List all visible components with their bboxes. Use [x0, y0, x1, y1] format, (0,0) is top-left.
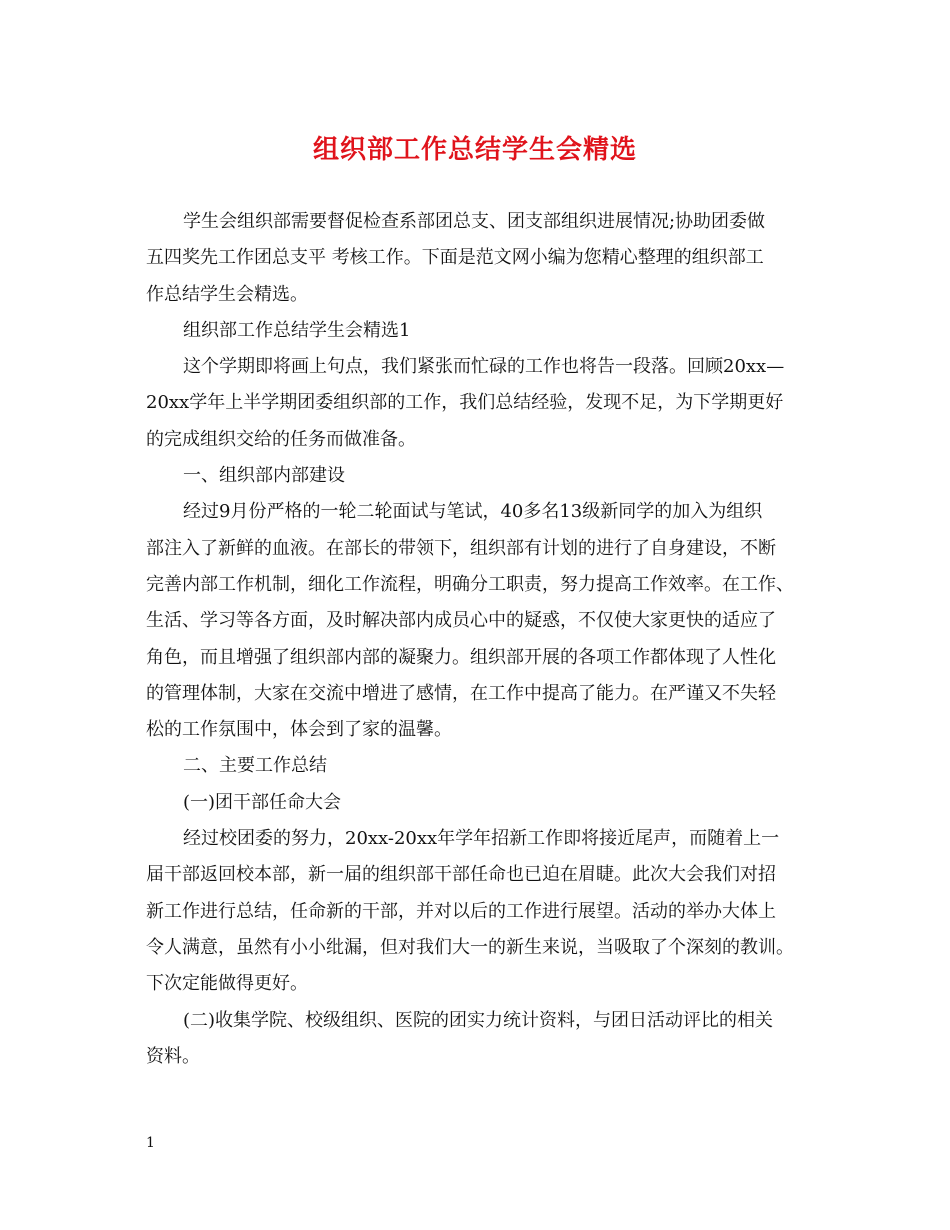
paragraph-line: 五四奖先工作团总支平 考核工作。下面是范文网小编为您精心整理的组织部工 — [146, 247, 764, 269]
paragraph-line: 完善内部工作机制，细化工作流程，明确分工职责，努力提高工作效率。在工作、 — [146, 573, 794, 595]
paragraph-line: 学生会组织部需要督促检查系部团总支、团支部组织进展情况;协助团委做 — [183, 211, 766, 232]
paragraph-line: 20xx学年上半学期团委组织部的工作，我们总结经验，发现不足，为下学期更好 — [146, 392, 784, 414]
paragraph-line: 新工作进行总结，任命新的干部，并对以后的工作进行展望。活动的举办大体上 — [146, 900, 776, 922]
paragraph-line: 生活、学习等各方面，及时解决部内成员心中的疑惑，不仅使大家更快的适应了 — [146, 610, 776, 632]
section-heading: 组织部工作总结学生会精选1 — [183, 319, 411, 341]
document-body — [146, 204, 806, 1075]
paragraph-line: 下次定能做得更好。 — [146, 973, 308, 995]
paragraph-line: 经过校团委的努力，20xx-20xx年学年招新工作即将接近尾声，而随着上一 — [183, 828, 780, 850]
section-heading: 一、组织部内部建设 — [183, 465, 345, 487]
section-heading: 二、主要工作总结 — [183, 755, 327, 777]
paragraph-line: 令人满意，虽然有小小纰漏，但对我们大一的新生来说，当吸取了个深刻的教训。 — [146, 936, 794, 958]
paragraph-line: 经过9月份严格的一轮二轮面试与笔试，40多名13级新同学的加入为组织 — [183, 501, 763, 523]
paragraph-line: 届干部返回校本部，新一届的组织部干部任命也已迫在眉睫。此次大会我们对招 — [146, 864, 776, 886]
subsection-heading: (一)团干部任命大会 — [183, 791, 342, 813]
paragraph-line: 作总结学生会精选。 — [146, 283, 308, 305]
paragraph-line: 的管理体制，大家在交流中增进了感情，在工作中提高了能力。在严谨又不失轻 — [146, 682, 776, 704]
paragraph-line: 部注入了新鲜的血液。在部长的带领下，组织部有计划的进行了自身建设，不断 — [146, 537, 776, 559]
paragraph-line: (二)收集学院、校级组织、医院的团实力统计资料，与团日活动评比的相关 — [183, 1009, 774, 1031]
page-number: 1 — [146, 1135, 155, 1151]
paragraph-line: 的完成组织交给的任务而做准备。 — [146, 428, 416, 450]
paragraph-line: 松的工作氛围中，体会到了家的温馨。 — [146, 719, 452, 741]
paragraph-line: 角色，而且增强了组织部内部的凝聚力。组织部开展的各项工作都体现了人性化 — [146, 646, 776, 668]
paragraph-line: 资料。 — [146, 1045, 200, 1067]
document-title: 组织部工作总结学生会精选 — [312, 135, 637, 165]
paragraph-line: 这个学期即将画上句点，我们紧张而忙碌的工作也将告一段落。回顾20xx— — [183, 356, 785, 378]
